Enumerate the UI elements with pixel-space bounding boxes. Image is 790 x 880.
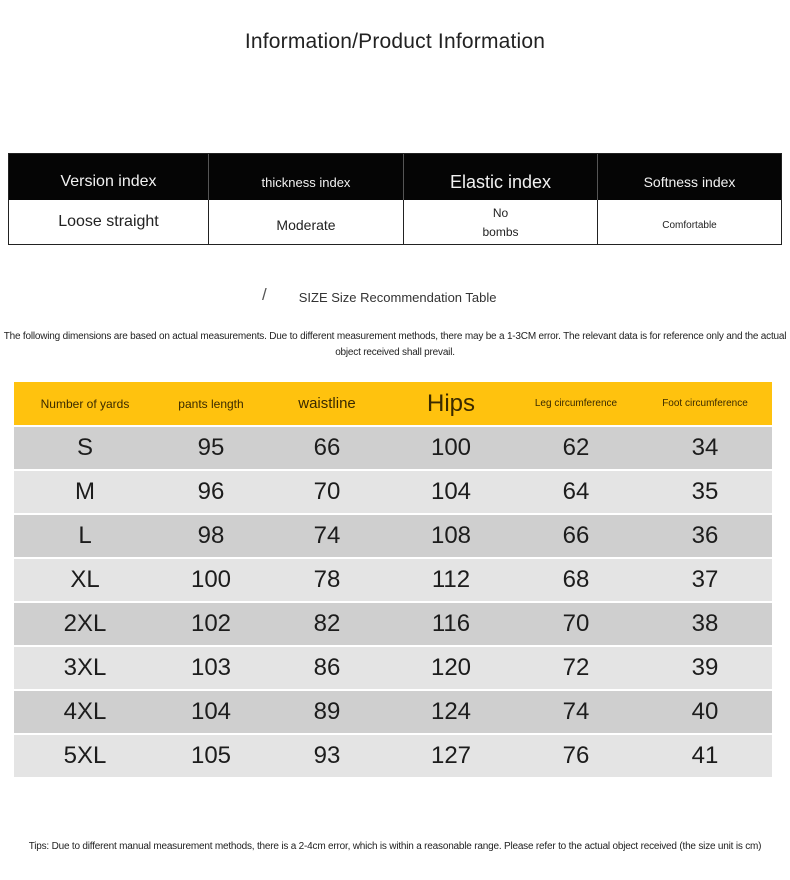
cell-foot-circumference: 37 <box>691 566 719 593</box>
cell-hips: 108 <box>430 522 472 549</box>
cell-hips: 104 <box>430 478 472 505</box>
cell-leg-circumference: 62 <box>562 434 590 461</box>
cell-waistline: 86 <box>313 654 341 681</box>
cell-waistline: 78 <box>313 566 341 593</box>
cell-size: M <box>75 478 95 505</box>
page-title: Information/Product Information <box>244 30 546 53</box>
cell-pants-length: 104 <box>190 698 232 725</box>
cell-foot-circumference: 41 <box>691 742 719 769</box>
index-value-version: Loose straight <box>9 200 209 244</box>
size-section-title-text: SIZE Size Recommendation Table <box>298 290 497 305</box>
index-header-version: Version index <box>9 154 209 200</box>
header-hips: Hips <box>426 389 475 417</box>
cell-size: 4XL <box>63 698 107 725</box>
size-section-title <box>262 287 496 307</box>
cell-pants-length: 95 <box>197 434 225 461</box>
cell-size: XL <box>70 566 100 593</box>
cell-size: 2XL <box>63 610 107 637</box>
index-header-softness: Softness index <box>598 154 781 200</box>
cell-size: S <box>76 434 93 461</box>
table-row <box>14 603 772 645</box>
measurement-note: The following dimensions are based on actual measurements. Due to different measurement methods, there may be a 1-3CM error. The relevant data is for reference only and the actual object received shall prevail. <box>3 331 787 358</box>
cell-leg-circumference: 70 <box>562 610 590 637</box>
cell-size: 5XL <box>63 742 107 769</box>
index-header-thickness: thickness index <box>209 154 404 200</box>
header-foot-circumference: Foot circumference <box>662 397 748 409</box>
table-row <box>14 515 772 557</box>
cell-pants-length: 103 <box>190 654 232 681</box>
size-table <box>14 382 772 777</box>
index-value-elastic: No bombs <box>404 200 598 244</box>
cell-foot-circumference: 39 <box>691 654 719 681</box>
cell-pants-length: 105 <box>190 742 232 769</box>
header-pants-length: pants length <box>178 396 244 411</box>
table-row <box>14 427 772 469</box>
cell-leg-circumference: 64 <box>562 478 590 505</box>
cell-size: L <box>78 522 92 549</box>
index-header-elastic: Elastic index <box>404 154 598 200</box>
cell-pants-length: 96 <box>197 478 225 505</box>
header-leg-circumference: Leg circumference <box>534 397 618 409</box>
cell-waistline: 74 <box>313 522 341 549</box>
cell-foot-circumference: 34 <box>691 434 719 461</box>
header-number-of-yards: Number of yards <box>40 396 130 411</box>
table-row <box>14 647 772 689</box>
cell-pants-length: 102 <box>190 610 232 637</box>
cell-hips: 112 <box>431 566 471 593</box>
header-waistline: waistline <box>298 395 356 412</box>
cell-hips: 120 <box>430 654 472 681</box>
cell-foot-circumference: 35 <box>691 478 719 505</box>
index-table <box>8 153 782 245</box>
cell-foot-circumference: 36 <box>691 522 719 549</box>
cell-waistline: 66 <box>313 434 341 461</box>
cell-pants-length: 100 <box>190 566 232 593</box>
cell-waistline: 93 <box>313 742 341 769</box>
cell-leg-circumference: 66 <box>562 522 590 549</box>
cell-foot-circumference: 38 <box>691 610 719 637</box>
cell-hips: 100 <box>430 434 472 461</box>
index-value-thickness: Moderate <box>209 200 404 244</box>
cell-waistline: 82 <box>313 610 341 637</box>
size-table-header <box>14 382 772 425</box>
cell-leg-circumference: 76 <box>562 742 590 769</box>
index-value-softness: Comfortable <box>662 219 717 231</box>
cell-size: 3XL <box>63 654 107 681</box>
table-row <box>14 691 772 733</box>
cell-foot-circumference: 40 <box>691 698 719 725</box>
table-row <box>14 735 772 777</box>
cell-leg-circumference: 68 <box>562 566 590 593</box>
cell-waistline: 89 <box>313 698 341 725</box>
tips-text: Tips: Due to different manual measurement methods, there is a 2-4cm error, which is within a reasonable range. Please refer to the actual object received (the size unit is cm) <box>28 841 762 852</box>
cell-hips: 127 <box>430 742 472 769</box>
cell-pants-length: 98 <box>197 522 225 549</box>
table-row <box>14 559 772 601</box>
cell-waistline: 70 <box>313 478 341 505</box>
cell-leg-circumference: 74 <box>562 698 590 725</box>
slash-divider: / <box>262 285 267 304</box>
table-row <box>14 471 772 513</box>
cell-leg-circumference: 72 <box>562 654 590 681</box>
cell-hips: 116 <box>431 610 471 637</box>
cell-hips: 124 <box>430 698 472 725</box>
